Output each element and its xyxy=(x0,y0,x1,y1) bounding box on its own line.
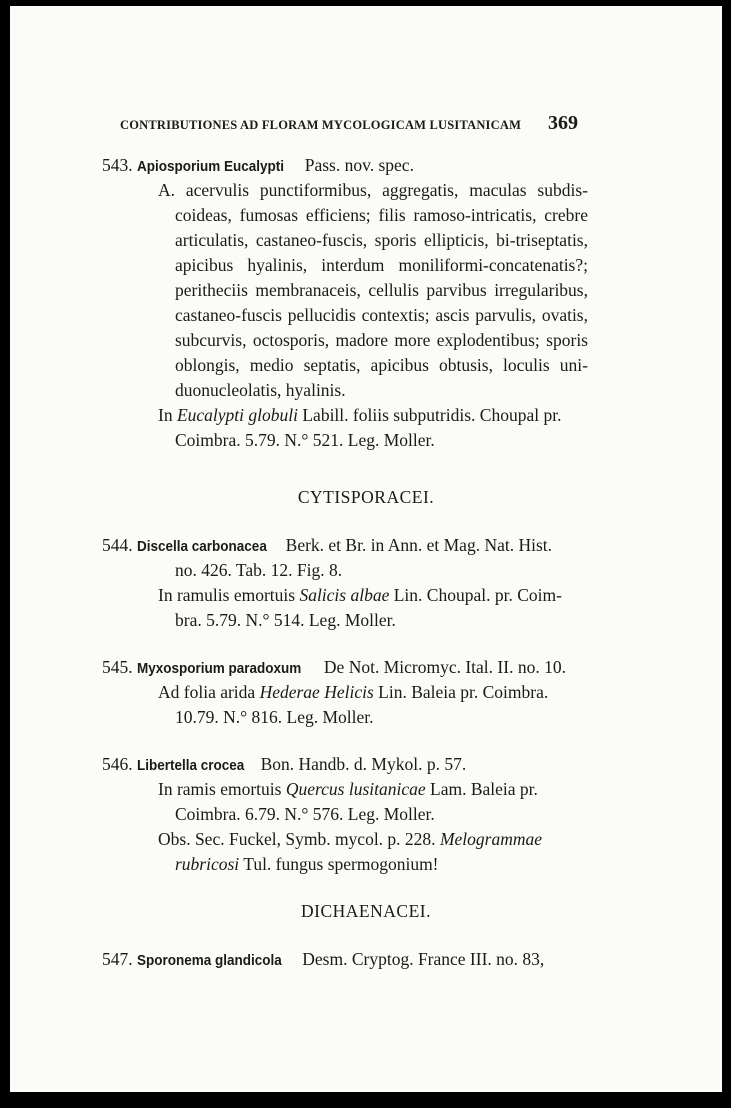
observation-line: Obs. Sec. Fuckel, Symb. mycol. p. 228. Melogrammae xyxy=(158,829,542,849)
species-name: Libertella crocea xyxy=(137,757,245,774)
habitat-line: 10.79. N.° 816. Leg. Moller. xyxy=(175,707,374,727)
habitat-line: Coimbra. 5.79. N.° 521. Leg. Moller. xyxy=(175,430,435,450)
species-authority: Pass. nov. spec. xyxy=(304,155,414,175)
description-line: oblongis, medio septatis, apicibus obtusis, loculis uni- xyxy=(175,355,588,375)
description-line: A. acervulis punctiformibus, aggregatis, maculas subdis- xyxy=(158,180,588,200)
entry-544-heading: 544. Discella carbonacea Berk. et Br. in Ann. et Mag. Nat. Hist. xyxy=(102,534,552,558)
entry-543-heading xyxy=(102,154,414,178)
species-name: Discella carbonacea xyxy=(137,538,267,555)
book-page xyxy=(10,6,722,1092)
species-name: Sporonema glandicola xyxy=(137,952,282,969)
description-line: castaneo-fuscis pellucidis contextis; ascis parvulis, ovatis, xyxy=(175,305,588,325)
description-line: subcurvis, octosporis, madore more explodentibus; sporis xyxy=(175,330,588,350)
observation-line: rubricosi Tul. fungus spermogonium! xyxy=(175,854,439,874)
species-name: Apiosporium Eucalypti xyxy=(137,158,285,175)
section-heading: DICHAENACEI. xyxy=(301,901,431,921)
description-line: duonucleolatis, hyalinis. xyxy=(175,380,346,400)
entry-number: 543. xyxy=(102,155,133,175)
habitat-line: In Eucalypti globuli Labill. foliis subputridis. Choupal pr. xyxy=(158,405,562,425)
page-number: 369 xyxy=(548,112,578,134)
habitat-line: In ramis emortuis Quercus lusitanicae Lam. Baleia pr. xyxy=(158,779,538,799)
description-line: apicibus hyalinis, interdum moniliformi-concatenatis?; xyxy=(175,255,588,275)
entry-546-heading: 546. Libertella crocea Bon. Handb. d. Mykol. p. 57. xyxy=(102,753,466,777)
reference-line: no. 426. Tab. 12. Fig. 8. xyxy=(175,560,343,580)
species-name: Myxosporium paradoxum xyxy=(137,660,302,677)
description-line: coideas, fumosas efficiens; filis ramoso-intricatis, crebre xyxy=(175,205,588,225)
description-line: articulatis, castaneo-fuscis, sporis ellipticis, bi-triseptatis, xyxy=(175,230,588,250)
entry-545-heading: 545. Myxosporium paradoxum De Not. Micromyc. Ital. II. no. 10. xyxy=(102,656,566,680)
description-line: peritheciis membranaceis, cellulis parvibus irregularibus, xyxy=(175,280,588,300)
habitat-line: bra. 5.79. N.° 514. Leg. Moller. xyxy=(175,610,396,630)
habitat-line: Coimbra. 6.79. N.° 576. Leg. Moller. xyxy=(175,804,435,824)
habitat-line: In ramulis emortuis Salicis albae Lin. Choupal. pr. Coim- xyxy=(158,585,562,605)
habitat-line: Ad folia arida Hederae Helicis Lin. Baleia pr. Coimbra. xyxy=(158,682,549,702)
running-title: CONTRIBUTIONES AD FLORAM MYCOLOGICAM LUSITANICAM xyxy=(120,118,522,132)
entry-547-heading: 547. Sporonema glandicola Desm. Cryptog. France III. no. 83, xyxy=(102,948,544,972)
section-heading: CYTISPORACEI. xyxy=(297,487,435,507)
